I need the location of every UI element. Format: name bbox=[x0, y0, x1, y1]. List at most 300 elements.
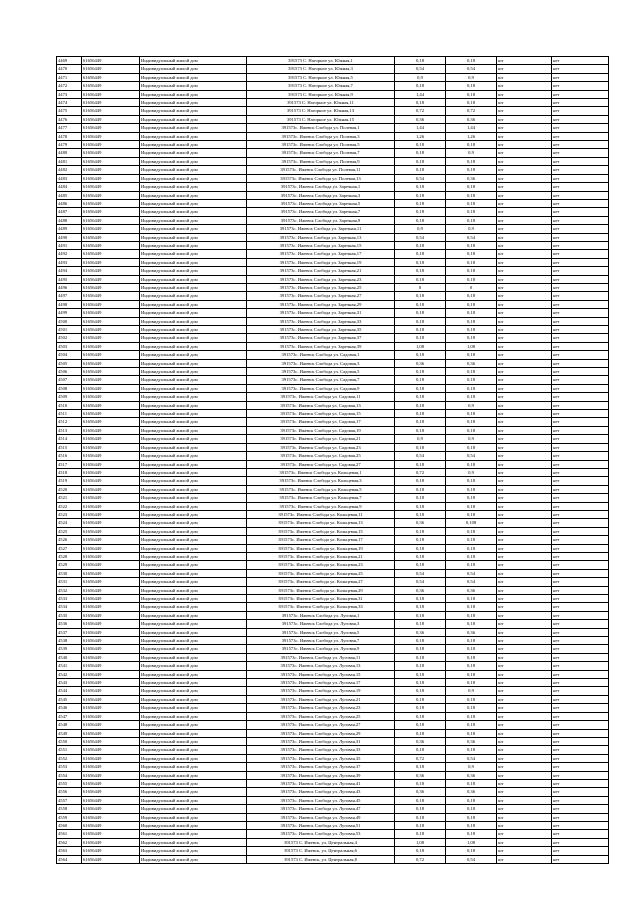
code-cell: 61656449 bbox=[82, 805, 140, 813]
unit-cell: шт bbox=[497, 141, 552, 149]
address-cell: 391573с. Ижевск Слобода ул. Садовая,25 bbox=[247, 452, 395, 460]
row-number: 4521 bbox=[57, 494, 82, 502]
row-number: 4506 bbox=[57, 368, 82, 376]
object-type-cell: Индивидуальный жилой дом bbox=[140, 754, 247, 762]
value-b-cell: 0,18 bbox=[446, 510, 497, 518]
value-b-cell: 0,36 bbox=[446, 788, 497, 796]
value-b-cell: 0,18 bbox=[446, 292, 497, 300]
value-a-cell: 0,54 bbox=[395, 65, 446, 73]
value-b-cell: 0,18 bbox=[446, 241, 497, 249]
table-row bbox=[57, 603, 609, 611]
value-b-cell: 0,72 bbox=[446, 107, 497, 115]
unit-cell: шт bbox=[497, 763, 552, 771]
data-table bbox=[56, 56, 609, 864]
address-cell: 391573с. Ижевск Слобода ул. Садовая,19 bbox=[247, 426, 395, 434]
value-a-cell: 0,18 bbox=[395, 796, 446, 804]
value-b-cell: 0,36 bbox=[446, 628, 497, 636]
unit-cell: шт bbox=[497, 729, 552, 737]
table-row bbox=[57, 494, 609, 502]
flag-cell: нет bbox=[552, 611, 609, 619]
unit-cell: шт bbox=[497, 796, 552, 804]
object-type-cell: Индивидуальный жилой дом bbox=[140, 737, 247, 745]
unit-cell: шт bbox=[497, 275, 552, 283]
unit-cell: шт bbox=[497, 552, 552, 560]
table-row bbox=[57, 241, 609, 249]
unit-cell: шт bbox=[497, 754, 552, 762]
table-row bbox=[57, 729, 609, 737]
unit-cell: шт bbox=[497, 670, 552, 678]
unit-cell: шт bbox=[497, 225, 552, 233]
table-body bbox=[57, 57, 609, 864]
unit-cell: шт bbox=[497, 183, 552, 191]
object-type-cell: Индивидуальный жилой дом bbox=[140, 309, 247, 317]
value-b-cell: 0,18 bbox=[446, 796, 497, 804]
value-b-cell: 0,18 bbox=[446, 779, 497, 787]
flag-cell: нет bbox=[552, 578, 609, 586]
table-row bbox=[57, 653, 609, 661]
object-type-cell: Индивидуальный жилой дом bbox=[140, 788, 247, 796]
flag-cell: нет bbox=[552, 393, 609, 401]
table-row bbox=[57, 326, 609, 334]
address-cell: 391573с. Ижевск Слобода ул. Кольцевая,1 bbox=[247, 468, 395, 476]
value-b-cell: 0,18 bbox=[446, 183, 497, 191]
object-type-cell: Индивидуальный жилой дом bbox=[140, 662, 247, 670]
value-a-cell: 0,18 bbox=[395, 443, 446, 451]
flag-cell: нет bbox=[552, 199, 609, 207]
row-number: 4478 bbox=[57, 132, 82, 140]
row-number: 4500 bbox=[57, 317, 82, 325]
object-type-cell: Индивидуальный жилой дом bbox=[140, 813, 247, 821]
code-cell: 61656449 bbox=[82, 704, 140, 712]
flag-cell: нет bbox=[552, 241, 609, 249]
value-a-cell: 0,18 bbox=[395, 141, 446, 149]
code-cell: 61656449 bbox=[82, 796, 140, 804]
row-number: 4530 bbox=[57, 569, 82, 577]
value-b-cell: 0,18 bbox=[446, 485, 497, 493]
table-row bbox=[57, 418, 609, 426]
code-cell: 61656449 bbox=[82, 300, 140, 308]
object-type-cell: Индивидуальный жилой дом bbox=[140, 544, 247, 552]
row-number: 4526 bbox=[57, 536, 82, 544]
unit-cell: шт bbox=[497, 401, 552, 409]
unit-cell: шт bbox=[497, 468, 552, 476]
row-number: 4482 bbox=[57, 166, 82, 174]
address-cell: 391573с. Ижевск Слобода ул. Садовая,7 bbox=[247, 376, 395, 384]
code-cell: 61656449 bbox=[82, 292, 140, 300]
table-row bbox=[57, 712, 609, 720]
flag-cell: нет bbox=[552, 695, 609, 703]
value-b-cell: 0,18 bbox=[446, 166, 497, 174]
address-cell: 391573с. Ижевск Слобода ул. Заречная,3 bbox=[247, 191, 395, 199]
value-b-cell: 0,18 bbox=[446, 99, 497, 107]
table-row bbox=[57, 695, 609, 703]
unit-cell: шт bbox=[497, 779, 552, 787]
value-a-cell: 0,18 bbox=[395, 241, 446, 249]
flag-cell: нет bbox=[552, 552, 609, 560]
unit-cell: шт bbox=[497, 628, 552, 636]
table-row bbox=[57, 544, 609, 552]
value-a-cell: 1,44 bbox=[395, 124, 446, 132]
value-a-cell: 1,26 bbox=[395, 132, 446, 140]
object-type-cell: Индивидуальный жилой дом bbox=[140, 292, 247, 300]
flag-cell: нет bbox=[552, 183, 609, 191]
row-number: 4539 bbox=[57, 645, 82, 653]
unit-cell: шт bbox=[497, 805, 552, 813]
value-a-cell: 0,18 bbox=[395, 199, 446, 207]
table-row bbox=[57, 384, 609, 392]
unit-cell: шт bbox=[497, 452, 552, 460]
table-row bbox=[57, 620, 609, 628]
flag-cell: нет bbox=[552, 830, 609, 838]
row-number: 4474 bbox=[57, 99, 82, 107]
value-a-cell: 1,44 bbox=[395, 90, 446, 98]
row-number: 4483 bbox=[57, 174, 82, 182]
flag-cell: нет bbox=[552, 477, 609, 485]
table-row bbox=[57, 99, 609, 107]
code-cell: 61656449 bbox=[82, 586, 140, 594]
value-a-cell: 0,18 bbox=[395, 208, 446, 216]
flag-cell: нет bbox=[552, 141, 609, 149]
address-cell: 391573с. Ижевск Слобода ул. Луговая,21 bbox=[247, 695, 395, 703]
value-b-cell: 0,54 bbox=[446, 452, 497, 460]
value-b-cell: 0,54 bbox=[446, 569, 497, 577]
address-cell: 391573с. Ижевск Слобода ул. Заречная,9 bbox=[247, 216, 395, 224]
flag-cell: нет bbox=[552, 384, 609, 392]
code-cell: 61656449 bbox=[82, 737, 140, 745]
flag-cell: нет bbox=[552, 754, 609, 762]
table-row bbox=[57, 317, 609, 325]
address-cell: 391573с. Ижевск Слобода ул. Садовая,3 bbox=[247, 359, 395, 367]
object-type-cell: Индивидуальный жилой дом bbox=[140, 141, 247, 149]
object-type-cell: Индивидуальный жилой дом bbox=[140, 712, 247, 720]
code-cell: 61656449 bbox=[82, 527, 140, 535]
value-b-cell: 0,36 bbox=[446, 586, 497, 594]
object-type-cell: Индивидуальный жилой дом bbox=[140, 99, 247, 107]
unit-cell: шт bbox=[497, 250, 552, 258]
row-number: 4547 bbox=[57, 712, 82, 720]
flag-cell: нет bbox=[552, 225, 609, 233]
value-a-cell: 0,18 bbox=[395, 216, 446, 224]
flag-cell: нет bbox=[552, 536, 609, 544]
unit-cell: шт bbox=[497, 124, 552, 132]
object-type-cell: Индивидуальный жилой дом bbox=[140, 620, 247, 628]
code-cell: 61656449 bbox=[82, 788, 140, 796]
value-a-cell: 0,18 bbox=[395, 317, 446, 325]
address-cell: 391573с. Ижевск Слобода ул. Луговая,33 bbox=[247, 746, 395, 754]
address-cell: 391573с. Ижевск Слобода ул. Заречная,39 bbox=[247, 342, 395, 350]
object-type-cell: Индивидуальный жилой дом bbox=[140, 443, 247, 451]
object-type-cell: Индивидуальный жилой дом bbox=[140, 191, 247, 199]
row-number: 4518 bbox=[57, 468, 82, 476]
unit-cell: шт bbox=[497, 393, 552, 401]
flag-cell: нет bbox=[552, 485, 609, 493]
value-a-cell: 0,18 bbox=[395, 637, 446, 645]
address-cell: 391573с. Ижевск Слобода ул. Луговая,17 bbox=[247, 679, 395, 687]
object-type-cell: Индивидуальный жилой дом bbox=[140, 494, 247, 502]
address-cell: 391573с. Ижевск Слобода ул. Заречная,21 bbox=[247, 267, 395, 275]
unit-cell: шт bbox=[497, 283, 552, 291]
unit-cell: шт bbox=[497, 384, 552, 392]
table-row bbox=[57, 477, 609, 485]
value-a-cell: 0,18 bbox=[395, 847, 446, 855]
table-row bbox=[57, 847, 609, 855]
object-type-cell: Индивидуальный жилой дом bbox=[140, 510, 247, 518]
value-a-cell: 1,08 bbox=[395, 838, 446, 846]
value-a-cell: 0,18 bbox=[395, 376, 446, 384]
code-cell: 61656449 bbox=[82, 342, 140, 350]
address-cell: 391573с. Ижевск Слобода ул. Полевая,3 bbox=[247, 132, 395, 140]
value-b-cell: 0,18 bbox=[446, 82, 497, 90]
table-row bbox=[57, 208, 609, 216]
code-cell: 61656449 bbox=[82, 368, 140, 376]
value-a-cell: 0,18 bbox=[395, 418, 446, 426]
row-number: 4558 bbox=[57, 805, 82, 813]
flag-cell: нет bbox=[552, 149, 609, 157]
code-cell: 61656449 bbox=[82, 813, 140, 821]
row-number: 4545 bbox=[57, 695, 82, 703]
value-b-cell: 0,54 bbox=[446, 855, 497, 863]
row-number: 4544 bbox=[57, 687, 82, 695]
object-type-cell: Индивидуальный жилой дом bbox=[140, 166, 247, 174]
address-cell: 391573с. Ижевск Слобода ул. Садовая,1 bbox=[247, 351, 395, 359]
row-number: 4472 bbox=[57, 82, 82, 90]
value-b-cell: 0,54 bbox=[446, 65, 497, 73]
value-a-cell: 0,54 bbox=[395, 233, 446, 241]
object-type-cell: Индивидуальный жилой дом bbox=[140, 603, 247, 611]
unit-cell: шт bbox=[497, 838, 552, 846]
row-number: 4523 bbox=[57, 510, 82, 518]
unit-cell: шт bbox=[497, 82, 552, 90]
flag-cell: нет bbox=[552, 527, 609, 535]
value-a-cell: 0,18 bbox=[395, 494, 446, 502]
value-a-cell: 0,54 bbox=[395, 174, 446, 182]
flag-cell: нет bbox=[552, 805, 609, 813]
value-a-cell: 0,18 bbox=[395, 510, 446, 518]
code-cell: 61656449 bbox=[82, 233, 140, 241]
address-cell: 391573с. Ижевск Слобода ул. Садовая,27 bbox=[247, 460, 395, 468]
table-row bbox=[57, 376, 609, 384]
object-type-cell: Индивидуальный жилой дом bbox=[140, 90, 247, 98]
row-number: 4509 bbox=[57, 393, 82, 401]
address-cell: 391573с. Ижевск Слобода ул. Садовая,11 bbox=[247, 393, 395, 401]
code-cell: 61656449 bbox=[82, 82, 140, 90]
table-row bbox=[57, 174, 609, 182]
flag-cell: нет bbox=[552, 586, 609, 594]
address-cell: 391573с. Ижевск Слобода ул. Кольцевая,7 bbox=[247, 494, 395, 502]
unit-cell: шт bbox=[497, 813, 552, 821]
unit-cell: шт bbox=[497, 166, 552, 174]
value-a-cell: 0,18 bbox=[395, 157, 446, 165]
value-a-cell: 0,18 bbox=[395, 368, 446, 376]
address-cell: 391573с. Ижевск Слобода ул. Садовая,23 bbox=[247, 443, 395, 451]
address-cell: 391573с. Ижевск Слобода ул. Луговая,39 bbox=[247, 771, 395, 779]
table-row bbox=[57, 821, 609, 829]
code-cell: 61656449 bbox=[82, 393, 140, 401]
table-row bbox=[57, 292, 609, 300]
row-number: 4505 bbox=[57, 359, 82, 367]
row-number: 4561 bbox=[57, 830, 82, 838]
unit-cell: шт bbox=[497, 199, 552, 207]
code-cell: 61656449 bbox=[82, 662, 140, 670]
unit-cell: шт bbox=[497, 821, 552, 829]
address-cell: 391573 С. Нагорное ул. Южная,9 bbox=[247, 90, 395, 98]
value-b-cell: 0,18 bbox=[446, 460, 497, 468]
address-cell: 391573с. Ижевск Слобода ул. Садовая,17 bbox=[247, 418, 395, 426]
value-b-cell: 0,54 bbox=[446, 578, 497, 586]
unit-cell: шт bbox=[497, 216, 552, 224]
flag-cell: нет bbox=[552, 796, 609, 804]
code-cell: 61656449 bbox=[82, 73, 140, 81]
table-row bbox=[57, 435, 609, 443]
value-a-cell: 0,54 bbox=[395, 452, 446, 460]
flag-cell: нет bbox=[552, 847, 609, 855]
object-type-cell: Индивидуальный жилой дом bbox=[140, 611, 247, 619]
row-number: 4492 bbox=[57, 250, 82, 258]
code-cell: 61656449 bbox=[82, 410, 140, 418]
value-b-cell: 0,9 bbox=[446, 225, 497, 233]
object-type-cell: Индивидуальный жилой дом bbox=[140, 796, 247, 804]
unit-cell: шт bbox=[497, 342, 552, 350]
object-type-cell: Индивидуальный жилой дом bbox=[140, 679, 247, 687]
row-number: 4536 bbox=[57, 620, 82, 628]
table-row bbox=[57, 342, 609, 350]
flag-cell: нет bbox=[552, 460, 609, 468]
address-cell: 391573с. Ижевск Слобода ул. Кольцевая,27 bbox=[247, 578, 395, 586]
code-cell: 61656449 bbox=[82, 166, 140, 174]
code-cell: 61656449 bbox=[82, 754, 140, 762]
unit-cell: шт bbox=[497, 351, 552, 359]
unit-cell: шт bbox=[497, 368, 552, 376]
object-type-cell: Индивидуальный жилой дом bbox=[140, 250, 247, 258]
value-a-cell: 0,18 bbox=[395, 191, 446, 199]
unit-cell: шт bbox=[497, 477, 552, 485]
object-type-cell: Индивидуальный жилой дом bbox=[140, 149, 247, 157]
row-number: 4513 bbox=[57, 426, 82, 434]
value-b-cell: 0,18 bbox=[446, 199, 497, 207]
value-a-cell: 0,72 bbox=[395, 468, 446, 476]
table-row bbox=[57, 838, 609, 846]
value-b-cell: 0,36 bbox=[446, 174, 497, 182]
address-cell: 391573с. Ижевск Слобода ул. Луговая,11 bbox=[247, 653, 395, 661]
address-cell: 391573с. Ижевск Слобода ул. Луговая,31 bbox=[247, 737, 395, 745]
value-a-cell: 0,18 bbox=[395, 99, 446, 107]
code-cell: 61656449 bbox=[82, 384, 140, 392]
value-b-cell: 0,18 bbox=[446, 384, 497, 392]
address-cell: 391573 С. Ижевск, ул. Центральная,4 bbox=[247, 838, 395, 846]
row-number: 4550 bbox=[57, 737, 82, 745]
table-row bbox=[57, 149, 609, 157]
code-cell: 61656449 bbox=[82, 729, 140, 737]
value-b-cell: 0,18 bbox=[446, 805, 497, 813]
table-row bbox=[57, 586, 609, 594]
row-number: 4469 bbox=[57, 57, 82, 65]
code-cell: 61656449 bbox=[82, 309, 140, 317]
value-b-cell: 0,18 bbox=[446, 267, 497, 275]
object-type-cell: Индивидуальный жилой дом bbox=[140, 838, 247, 846]
code-cell: 61656449 bbox=[82, 485, 140, 493]
row-number: 4475 bbox=[57, 107, 82, 115]
object-type-cell: Индивидуальный жилой дом bbox=[140, 157, 247, 165]
object-type-cell: Индивидуальный жилой дом bbox=[140, 258, 247, 266]
flag-cell: нет bbox=[552, 662, 609, 670]
code-cell: 61656449 bbox=[82, 477, 140, 485]
address-cell: 391573с. Ижевск Слобода ул. Заречная,29 bbox=[247, 300, 395, 308]
code-cell: 61656449 bbox=[82, 452, 140, 460]
row-number: 4515 bbox=[57, 443, 82, 451]
row-number: 4563 bbox=[57, 847, 82, 855]
code-cell: 61656449 bbox=[82, 141, 140, 149]
table-row bbox=[57, 267, 609, 275]
address-cell: 391573 С. Нагорное ул. Южная,15 bbox=[247, 115, 395, 123]
value-b-cell: 0,18 bbox=[446, 847, 497, 855]
unit-cell: шт bbox=[497, 410, 552, 418]
table-row bbox=[57, 309, 609, 317]
table-row bbox=[57, 796, 609, 804]
value-b-cell: 0,18 bbox=[446, 376, 497, 384]
row-number: 4562 bbox=[57, 838, 82, 846]
table-row bbox=[57, 561, 609, 569]
value-a-cell: 0,18 bbox=[395, 57, 446, 65]
value-b-cell: 0,18 bbox=[446, 477, 497, 485]
value-a-cell: 0,18 bbox=[395, 393, 446, 401]
object-type-cell: Индивидуальный жилой дом bbox=[140, 653, 247, 661]
value-a-cell: 0,18 bbox=[395, 821, 446, 829]
value-a-cell: 0,18 bbox=[395, 729, 446, 737]
value-a-cell: 0,36 bbox=[395, 359, 446, 367]
object-type-cell: Индивидуальный жилой дом bbox=[140, 82, 247, 90]
table-row bbox=[57, 300, 609, 308]
value-b-cell: 0,18 bbox=[446, 502, 497, 510]
value-b-cell: 0,18 bbox=[446, 157, 497, 165]
value-b-cell: 0,18 bbox=[446, 746, 497, 754]
value-a-cell: 0 bbox=[395, 283, 446, 291]
object-type-cell: Индивидуальный жилой дом bbox=[140, 426, 247, 434]
address-cell: 391573 С. Нагорное ул. Южная,3 bbox=[247, 65, 395, 73]
row-number: 4489 bbox=[57, 225, 82, 233]
address-cell: 391573с. Ижевск Слобода ул. Заречная,23 bbox=[247, 275, 395, 283]
flag-cell: нет bbox=[552, 216, 609, 224]
value-b-cell: 0,18 bbox=[446, 309, 497, 317]
row-number: 4485 bbox=[57, 191, 82, 199]
value-b-cell: 0,18 bbox=[446, 552, 497, 560]
table-row bbox=[57, 637, 609, 645]
value-a-cell: 0,18 bbox=[395, 309, 446, 317]
object-type-cell: Индивидуальный жилой дом bbox=[140, 502, 247, 510]
flag-cell: нет bbox=[552, 418, 609, 426]
address-cell: 391573с. Ижевск Слобода ул. Кольцевая,21 bbox=[247, 552, 395, 560]
unit-cell: шт bbox=[497, 174, 552, 182]
code-cell: 61656449 bbox=[82, 326, 140, 334]
table-row bbox=[57, 334, 609, 342]
table-row bbox=[57, 90, 609, 98]
address-cell: 391573 С. Ижевск, ул. Центральная,8 bbox=[247, 855, 395, 863]
row-number: 4553 bbox=[57, 763, 82, 771]
row-number: 4471 bbox=[57, 73, 82, 81]
flag-cell: нет bbox=[552, 90, 609, 98]
unit-cell: шт bbox=[497, 418, 552, 426]
address-cell: 391573с. Ижевск Слобода ул. Луговая,37 bbox=[247, 763, 395, 771]
table-row bbox=[57, 527, 609, 535]
row-number: 4555 bbox=[57, 779, 82, 787]
flag-cell: нет bbox=[552, 73, 609, 81]
row-number: 4520 bbox=[57, 485, 82, 493]
value-a-cell: 0,18 bbox=[395, 779, 446, 787]
object-type-cell: Индивидуальный жилой дом bbox=[140, 855, 247, 863]
address-cell: 391573с. Ижевск Слобода ул. Полевая,5 bbox=[247, 141, 395, 149]
unit-cell: шт bbox=[497, 90, 552, 98]
object-type-cell: Индивидуальный жилой дом bbox=[140, 595, 247, 603]
value-b-cell: 0,18 bbox=[446, 611, 497, 619]
